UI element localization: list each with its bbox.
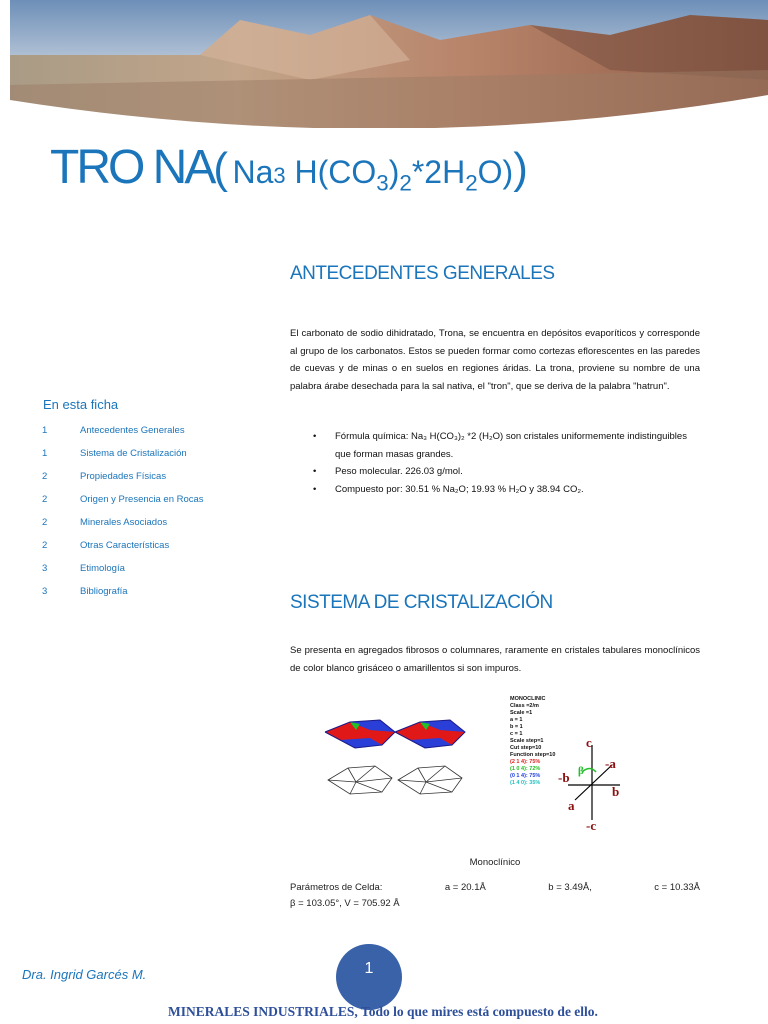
antecedentes-paragraph: El carbonato de sodio dihidratado, Trona, se encuentra en depósitos evaporíticos y corresponde al grupo de los carbonatos. Estos se pueden formar como cortezas eflorescentes en las paredes de cuevas y de minas o en suelos en regiones áridas. La trona, proviene su nombre de una palabra árabe desechada para la sal nativa, el "tron", que se deriva de la palabra "hatrun". xyxy=(290,328,700,392)
crystal-wireframe-left xyxy=(328,766,392,794)
footer-tagline: MINERALES INDUSTRIALES, Todo lo que mires está compuesto de ello. xyxy=(168,1004,598,1019)
svg-text:b: b xyxy=(612,784,620,799)
svg-text:a = 1: a = 1 xyxy=(510,717,523,723)
svg-text:c = 1: c = 1 xyxy=(510,731,523,737)
svg-text:Cut step=10: Cut step=10 xyxy=(510,745,542,751)
title-close-paren: ) xyxy=(513,144,528,193)
figure-caption: Monoclínico xyxy=(469,857,521,868)
toc-item[interactable]: 2 Minerales Asociados xyxy=(42,517,168,528)
svg-text:-a: -a xyxy=(605,756,616,771)
toc-item[interactable]: 1 Sistema de Cristalización xyxy=(42,448,187,459)
cell-parameters: Parámetros de Celda: a = 20.1Å b = 3.49Å, c = 10.33Å β = 103.05°, V = 705.92 Å xyxy=(290,882,700,909)
svg-text:(1 4 0): 35%: (1 4 0): 35% xyxy=(510,780,541,786)
page-title xyxy=(50,140,528,196)
svg-text:β: β xyxy=(578,765,584,777)
title-formula: Na3 $H(CO_3)_2*2H_2O$) xyxy=(232,154,514,196)
title-mineral-name: TRO NA xyxy=(50,141,214,194)
crystal-axes-diagram xyxy=(558,735,620,833)
svg-text:(1 0 4): 72%: (1 0 4): 72% xyxy=(510,766,541,772)
crystal-info-text xyxy=(510,696,555,786)
cristalizacion-heading: SISTEMA DE CRISTALIZACIÓN xyxy=(290,592,553,613)
svg-text:MONOCLINIC: MONOCLINIC xyxy=(510,696,546,702)
table-of-contents xyxy=(42,425,282,609)
svg-text:Scale =1: Scale =1 xyxy=(510,710,533,716)
toc-item[interactable]: 1 Antecedentes Generales xyxy=(42,425,185,436)
svg-text:a: a xyxy=(568,798,575,813)
toc-item[interactable]: 2 Otras Características xyxy=(42,540,170,551)
author-name: Dra. Ingrid Garcés M. xyxy=(22,967,147,982)
svg-text:(2 1 4): 75%: (2 1 4): 75% xyxy=(510,759,541,765)
svg-text:Function step=10: Function step=10 xyxy=(510,752,556,758)
svg-text:-b: -b xyxy=(558,770,570,785)
crystal-colored-left xyxy=(325,720,395,748)
toc-item[interactable]: 2 Origen y Presencia en Rocas xyxy=(42,494,204,505)
antecedentes-heading: ANTECEDENTES GENERALES xyxy=(290,263,555,284)
cristalizacion-paragraph: Se presenta en agregados fibrosos o columnares, raramente en cristales tabulares monoclínicos de color blanco grisáceo o amarillentos si son impuros. xyxy=(290,645,700,674)
svg-text:c: c xyxy=(586,735,592,750)
svg-text:Class =2/m: Class =2/m xyxy=(510,703,539,709)
crystal-wireframe-right xyxy=(398,766,462,794)
header-landscape-image xyxy=(10,0,768,128)
crystal-colored-right xyxy=(395,720,465,748)
list-item: • Compuesto por: 30.51 % Na₂O; 19.93 % H₂O y 38.94 CO₂. xyxy=(305,481,700,499)
title-open-paren: ( xyxy=(213,144,228,193)
svg-text:b = 1: b = 1 xyxy=(510,724,523,730)
list-item: • Fórmula química: Na₃ H(CO₃)₂ *2 (H₂O) son cristales uniformemente indistinguibles que forman masas grandes. xyxy=(305,428,700,463)
toc-title: En esta ficha xyxy=(43,397,119,412)
svg-text:-c: -c xyxy=(586,818,597,833)
page-number: 1 xyxy=(336,944,402,1010)
list-item: • Peso molecular. 226.03 g/mol. xyxy=(305,463,700,481)
toc-item[interactable]: 2 Propiedades Físicas xyxy=(42,471,167,482)
properties-list xyxy=(305,428,700,498)
svg-text:Scale step=1: Scale step=1 xyxy=(510,738,544,744)
toc-item[interactable]: 3 Etimología xyxy=(42,563,125,574)
crystal-figure xyxy=(320,690,710,840)
svg-text:(0 1 4): 75%: (0 1 4): 75% xyxy=(510,773,541,779)
toc-item[interactable]: 3 Bibliografía xyxy=(42,586,128,597)
